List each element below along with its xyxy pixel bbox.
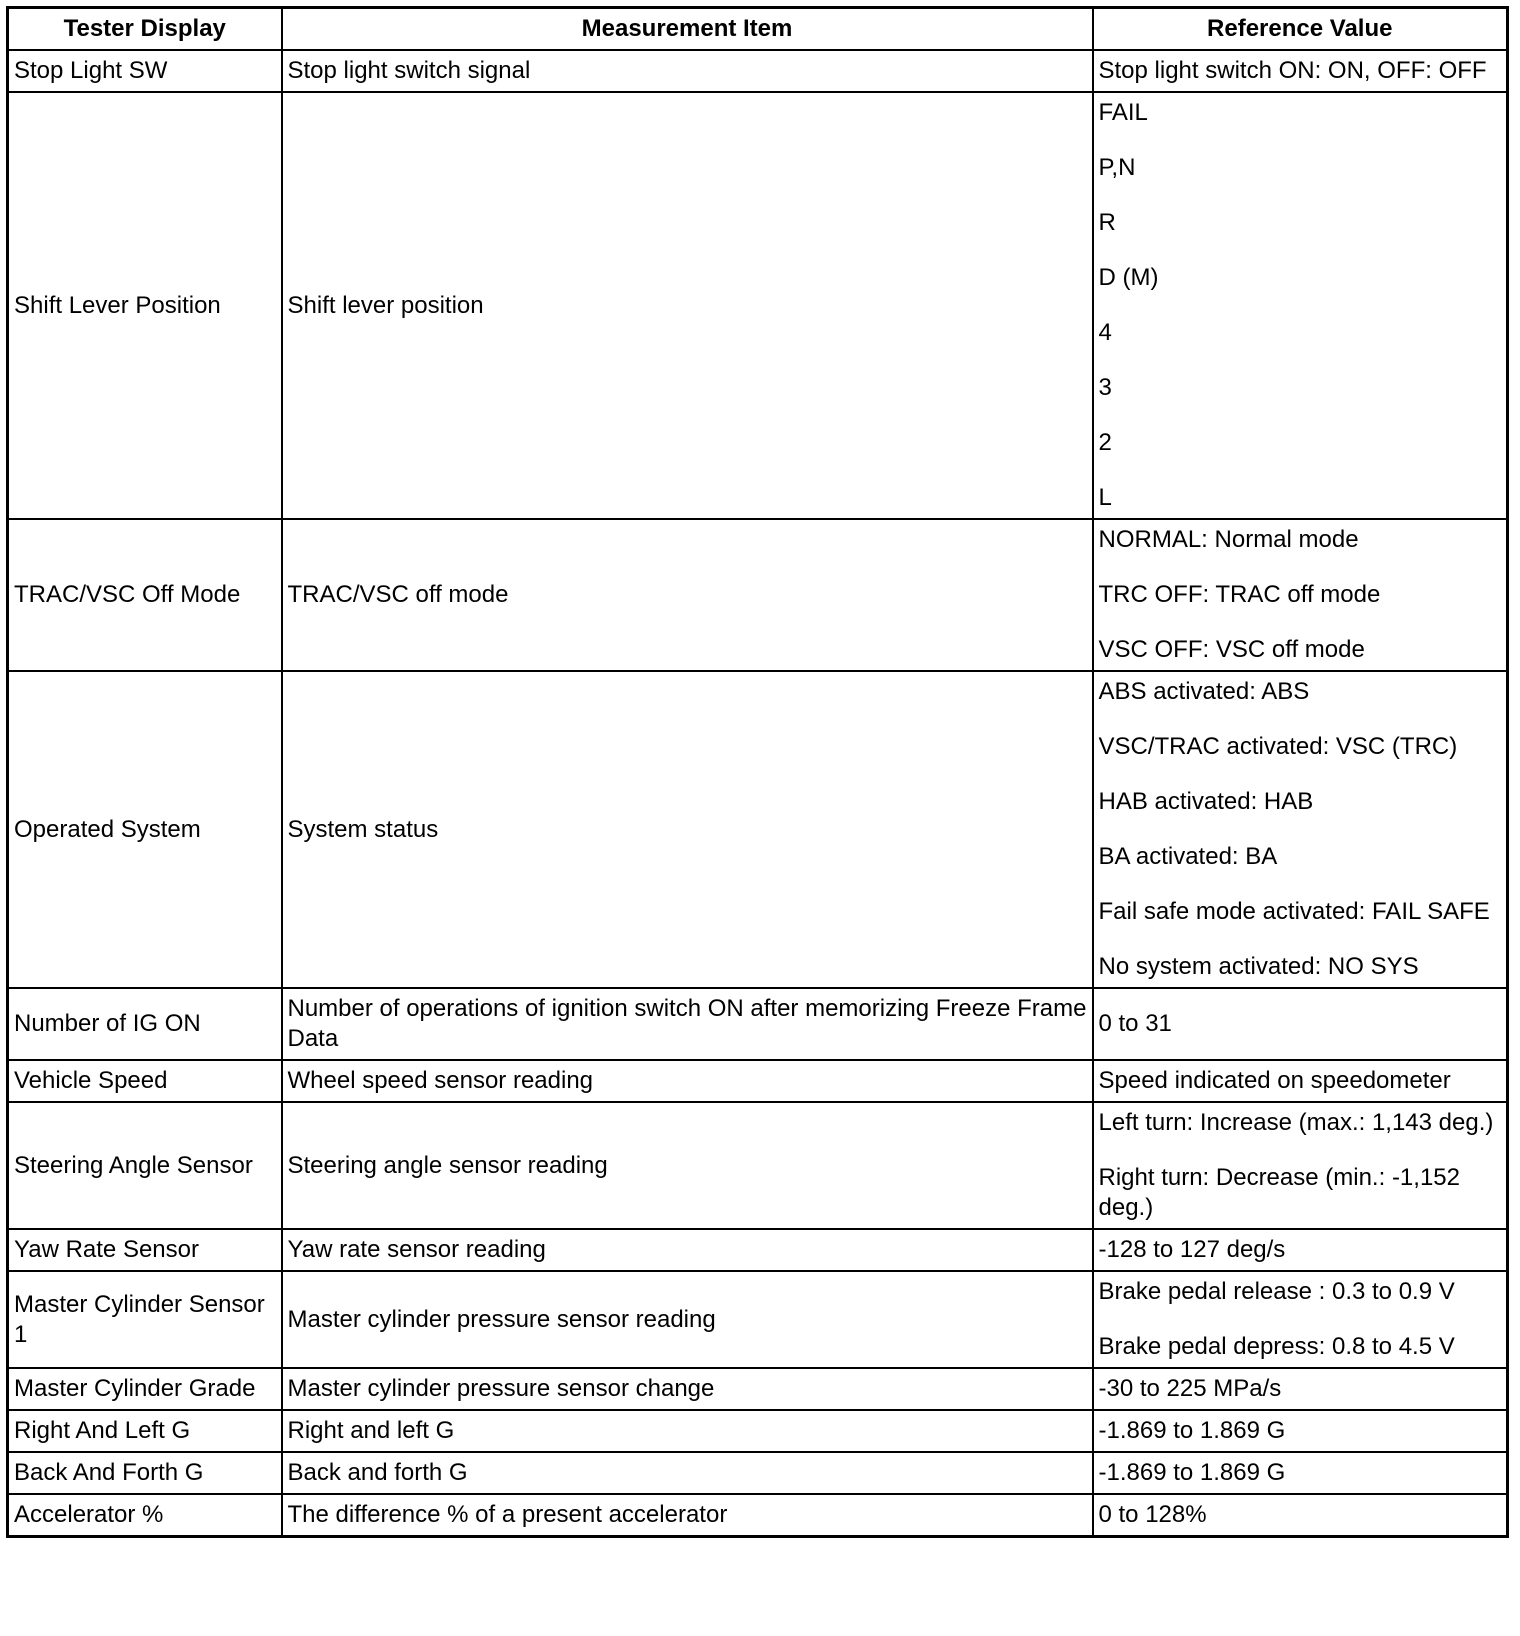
reference-value-line: P,N — [1098, 154, 1136, 181]
reference-value-line: Stop light switch ON: ON, OFF: OFF — [1098, 57, 1487, 84]
reference-value-line: NORMAL: Normal mode — [1098, 526, 1359, 553]
table-row — [8, 1229, 1508, 1271]
measurement-item-cell: System status — [282, 671, 1093, 988]
table-row — [8, 1494, 1508, 1537]
reference-value-line: 2 — [1098, 429, 1112, 456]
reference-value-cell — [1093, 1368, 1508, 1410]
reference-value-line: Brake pedal release : 0.3 to 0.9 V — [1098, 1278, 1455, 1305]
tester-display-cell: Shift Lever Position — [8, 92, 282, 519]
measurement-item-cell: Yaw rate sensor reading — [282, 1229, 1093, 1271]
table-row — [8, 1452, 1508, 1494]
header-row — [8, 8, 1508, 51]
measurement-item-cell: Shift lever position — [282, 92, 1093, 519]
tester-display-cell: Yaw Rate Sensor — [8, 1229, 282, 1271]
header-measurement-item: Measurement Item — [282, 8, 1093, 51]
reference-value-cell — [1093, 1229, 1508, 1271]
reference-value-line: Right turn: Decrease (min.: -1,152 deg.) — [1098, 1164, 1460, 1221]
table-row — [8, 1271, 1508, 1368]
reference-value-cell — [1093, 1060, 1508, 1102]
reference-value-cell — [1093, 519, 1508, 671]
tester-display-cell: Back And Forth G — [8, 1452, 282, 1494]
reference-value-line: No system activated: NO SYS — [1098, 953, 1419, 980]
header-tester-display: Tester Display — [8, 8, 282, 51]
tester-display-cell: Master Cylinder Grade — [8, 1368, 282, 1410]
measurement-item-cell: The difference % of a present accelerator — [282, 1494, 1093, 1537]
reference-value-cell — [1093, 671, 1508, 988]
reference-value-line: BA activated: BA — [1098, 843, 1278, 870]
reference-value-line: Speed indicated on speedometer — [1098, 1067, 1451, 1094]
measurement-item-cell: TRAC/VSC off mode — [282, 519, 1093, 671]
table-body — [8, 50, 1508, 1537]
measurement-item-cell: Master cylinder pressure sensor change — [282, 1368, 1093, 1410]
reference-value-cell — [1093, 1271, 1508, 1368]
tester-display-cell: Number of IG ON — [8, 988, 282, 1060]
reference-value-line: VSC/TRAC activated: VSC (TRC) — [1098, 733, 1458, 760]
reference-value-line: 4 — [1098, 319, 1112, 346]
reference-value-line: HAB activated: HAB — [1098, 788, 1314, 815]
measurement-item-cell: Master cylinder pressure sensor reading — [282, 1271, 1093, 1368]
tester-display-cell: Steering Angle Sensor — [8, 1102, 282, 1229]
reference-value-line: -30 to 225 MPa/s — [1098, 1375, 1282, 1402]
reference-value-cell — [1093, 50, 1508, 92]
tester-display-cell: Operated System — [8, 671, 282, 988]
reference-value-line: FAIL — [1098, 99, 1148, 126]
reference-value-line: -128 to 127 deg/s — [1098, 1236, 1286, 1263]
reference-value-line: ABS activated: ABS — [1098, 678, 1310, 705]
reference-value-line: Fail safe mode activated: FAIL SAFE — [1098, 898, 1490, 925]
reference-value-line: D (M) — [1098, 264, 1159, 291]
reference-value-line: -1.869 to 1.869 G — [1098, 1459, 1286, 1486]
reference-value-cell — [1093, 92, 1508, 519]
reference-value-cell — [1093, 1494, 1508, 1537]
table-row — [8, 1410, 1508, 1452]
reference-value-line: R — [1098, 209, 1116, 236]
tester-display-cell: Stop Light SW — [8, 50, 282, 92]
table-row — [8, 1368, 1508, 1410]
table-row — [8, 92, 1508, 519]
reference-value-line: 0 to 31 — [1098, 1010, 1172, 1037]
reference-value-line: -1.869 to 1.869 G — [1098, 1417, 1286, 1444]
table-row — [8, 988, 1508, 1060]
measurement-item-cell: Back and forth G — [282, 1452, 1093, 1494]
table-header — [8, 8, 1508, 51]
reference-value-table — [6, 6, 1509, 1538]
reference-value-line: Left turn: Increase (max.: 1,143 deg.) — [1098, 1109, 1494, 1136]
table-row — [8, 1102, 1508, 1229]
tester-display-cell: Master Cylinder Sensor 1 — [8, 1271, 282, 1368]
tester-display-cell: Vehicle Speed — [8, 1060, 282, 1102]
measurement-item-cell: Stop light switch signal — [282, 50, 1093, 92]
reference-value-cell — [1093, 1102, 1508, 1229]
reference-value-cell — [1093, 1410, 1508, 1452]
reference-value-line: L — [1098, 484, 1112, 511]
header-reference-value: Reference Value — [1093, 8, 1508, 51]
table-row — [8, 519, 1508, 671]
tester-display-cell: TRAC/VSC Off Mode — [8, 519, 282, 671]
measurement-item-cell: Steering angle sensor reading — [282, 1102, 1093, 1229]
table-row — [8, 671, 1508, 988]
measurement-item-cell: Number of operations of ignition switch ON after memorizing Freeze Frame Data — [282, 988, 1093, 1060]
reference-value-line: TRC OFF: TRAC off mode — [1098, 581, 1381, 608]
table-row — [8, 50, 1508, 92]
reference-value-line: VSC OFF: VSC off mode — [1098, 636, 1365, 663]
reference-value-line: 3 — [1098, 374, 1112, 401]
reference-value-line: 0 to 128% — [1098, 1501, 1207, 1528]
reference-value-cell — [1093, 988, 1508, 1060]
reference-value-line: Brake pedal depress: 0.8 to 4.5 V — [1098, 1333, 1455, 1360]
tester-display-cell: Right And Left G — [8, 1410, 282, 1452]
measurement-item-cell: Wheel speed sensor reading — [282, 1060, 1093, 1102]
measurement-item-cell: Right and left G — [282, 1410, 1093, 1452]
reference-value-cell — [1093, 1452, 1508, 1494]
tester-display-cell: Accelerator % — [8, 1494, 282, 1537]
table-row — [8, 1060, 1508, 1102]
